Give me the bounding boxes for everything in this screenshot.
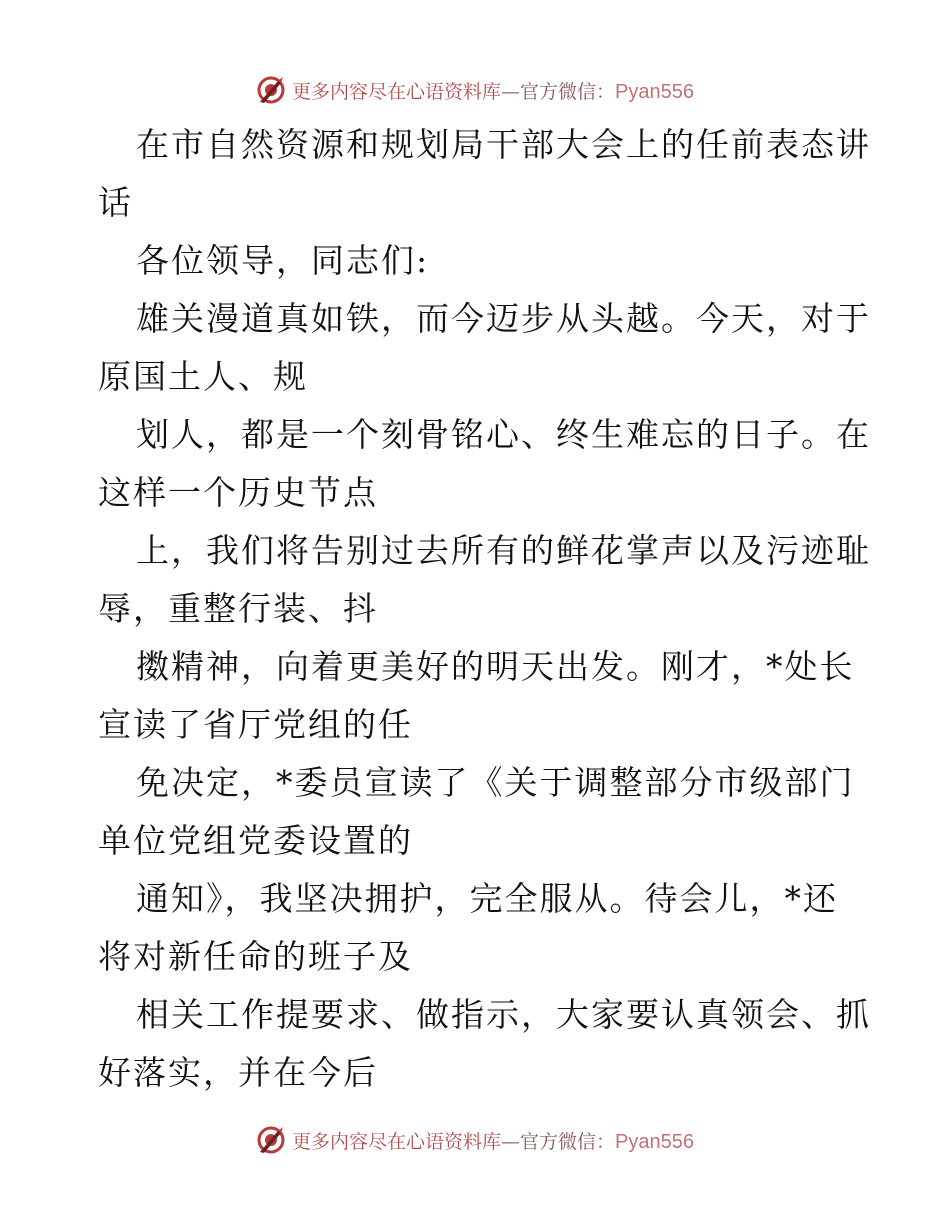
paragraph-line: 辱，重整行装、抖 (98, 589, 378, 628)
paragraph-line: 上，我们将告别过去所有的鲜花掌声以及污迹耻 (136, 531, 871, 570)
paragraph-line: 各位领导，同志们: (136, 241, 430, 280)
paragraph-salutation (98, 232, 858, 290)
paragraph (98, 986, 871, 1102)
paragraph (98, 754, 858, 870)
paragraph-line: 免决定，*委员宣读了《关于调整部分市级部门 (136, 763, 855, 802)
paragraph (98, 522, 871, 638)
paragraph (98, 290, 871, 406)
watermark-wechat-id: Pyan556 (615, 1130, 694, 1153)
watermark-dash: — (501, 80, 521, 103)
paragraph-line: 相关工作提要求、做指示，大家要认真领会、抓 (136, 995, 871, 1034)
header-watermark (0, 70, 950, 110)
paragraph (98, 406, 871, 522)
footer-watermark (0, 1120, 950, 1160)
watermark-official: 官方微信： (520, 80, 616, 103)
paragraph-line: 擞精神，向着更美好的明天出发。刚才，*处长 (136, 647, 855, 686)
watermark-text (292, 77, 694, 104)
watermark-official: 官方微信： (520, 1130, 616, 1153)
quill-logo-icon (256, 1125, 286, 1155)
paragraph-line: 宣读了省厅党组的任 (98, 705, 413, 744)
watermark-brand: 更多内容尽在心语资料库 (292, 1130, 502, 1153)
paragraph-line: 这样一个历史节点 (98, 473, 378, 512)
paragraph-line: 通知》，我坚决拥护，完全服从。待会儿，*还 (136, 879, 838, 918)
paragraph-line: 将对新任命的班子及 (98, 937, 413, 976)
paragraph (98, 870, 858, 986)
paragraph-line: 雄关漫道真如铁，而今迈步从头越。今天，对于 (136, 299, 871, 338)
quill-logo-icon (256, 75, 286, 105)
paragraph-line: 原国土人、规 (98, 357, 308, 396)
watermark-dash: — (501, 1130, 521, 1153)
paragraph-title (98, 116, 871, 232)
watermark-brand: 更多内容尽在心语资料库 (292, 80, 502, 103)
paragraph-line: 在市自然资源和规划局干部大会上的任前表态讲 (136, 125, 871, 164)
document-body (98, 116, 871, 1102)
paragraph-line: 话 (98, 183, 133, 222)
paragraph (98, 638, 858, 754)
watermark-wechat-id: Pyan556 (615, 80, 694, 103)
watermark-text (292, 1127, 694, 1154)
paragraph-line: 单位党组党委设置的 (98, 821, 413, 860)
paragraph-line: 划人，都是一个刻骨铭心、终生难忘的日子。在 (136, 415, 871, 454)
paragraph-line: 好落实，并在今后 (98, 1053, 378, 1092)
